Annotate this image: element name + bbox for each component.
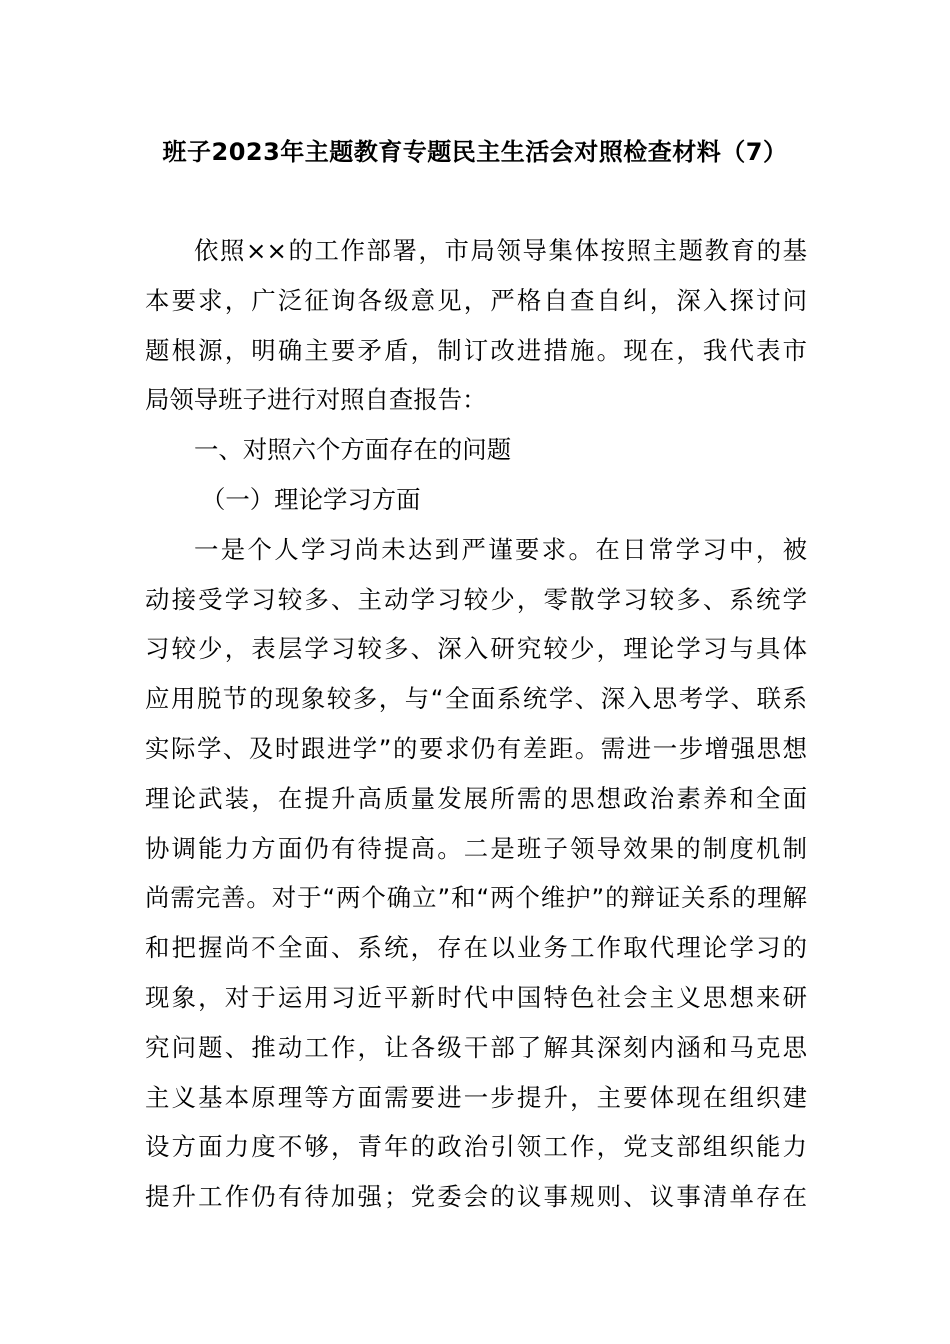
paragraph-line: 设方面力度不够，青年的政治引领工作，党支部组织能力 (145, 1132, 807, 1162)
paragraph-line: 和把握尚不全面、系统，存在以业务工作取代理论学习的 (145, 933, 807, 963)
section-heading: 一、对照六个方面存在的问题 (194, 435, 512, 465)
paragraph-line: 协调能力方面仍有待提高。二是班子领导效果的制度机制 (145, 833, 807, 863)
paragraph-line: 应用脱节的现象较多，与“全面系统学、深入思考学、联系 (145, 684, 807, 714)
paragraph-line: 局领导班子进行对照自查报告： (145, 385, 487, 415)
paragraph-line: 究问题、推动工作，让各级干部了解其深刻内涵和马克思 (145, 1032, 807, 1062)
paragraph-line: 现象，对于运用习近平新时代中国特色社会主义思想来研 (145, 982, 807, 1012)
paragraph-line: 实际学、及时跟进学”的要求仍有差距。需进一步增强思想 (145, 733, 807, 763)
paragraph-line: 主义基本原理等方面需要进一步提升，主要体现在组织建 (145, 1082, 807, 1112)
paragraph-line: 提升工作仍有待加强；党委会的议事规则、议事清单存在 (145, 1182, 807, 1212)
paragraph-line: 一是个人学习尚未达到严谨要求。在日常学习中，被 (194, 534, 807, 564)
document-body (145, 226, 807, 1222)
paragraph-line: 理论武装，在提升高质量发展所需的思想政治素养和全面 (145, 783, 807, 813)
paragraph-line: 习较少，表层学习较多、深入研究较少，理论学习与具体 (145, 634, 807, 664)
document-title: 班子2023年主题教育专题民主生活会对照检查材料（7） (162, 138, 788, 166)
paragraph-line: 动接受学习较多、主动学习较少，零散学习较多、系统学 (145, 584, 807, 614)
subsection-heading: （一）理论学习方面 (201, 484, 421, 514)
paragraph-line: 题根源，明确主要矛盾，制订改进措施。现在，我代表市 (145, 335, 807, 365)
paragraph-line: 依照××的工作部署，市局领导集体按照主题教育的基 (194, 236, 807, 265)
paragraph-line: 尚需完善。对于“两个确立”和“两个维护”的辩证关系的理解 (145, 883, 807, 913)
paragraph-line: 本要求，广泛征询各级意见，严格自查自纠，深入探讨问 (145, 285, 807, 315)
